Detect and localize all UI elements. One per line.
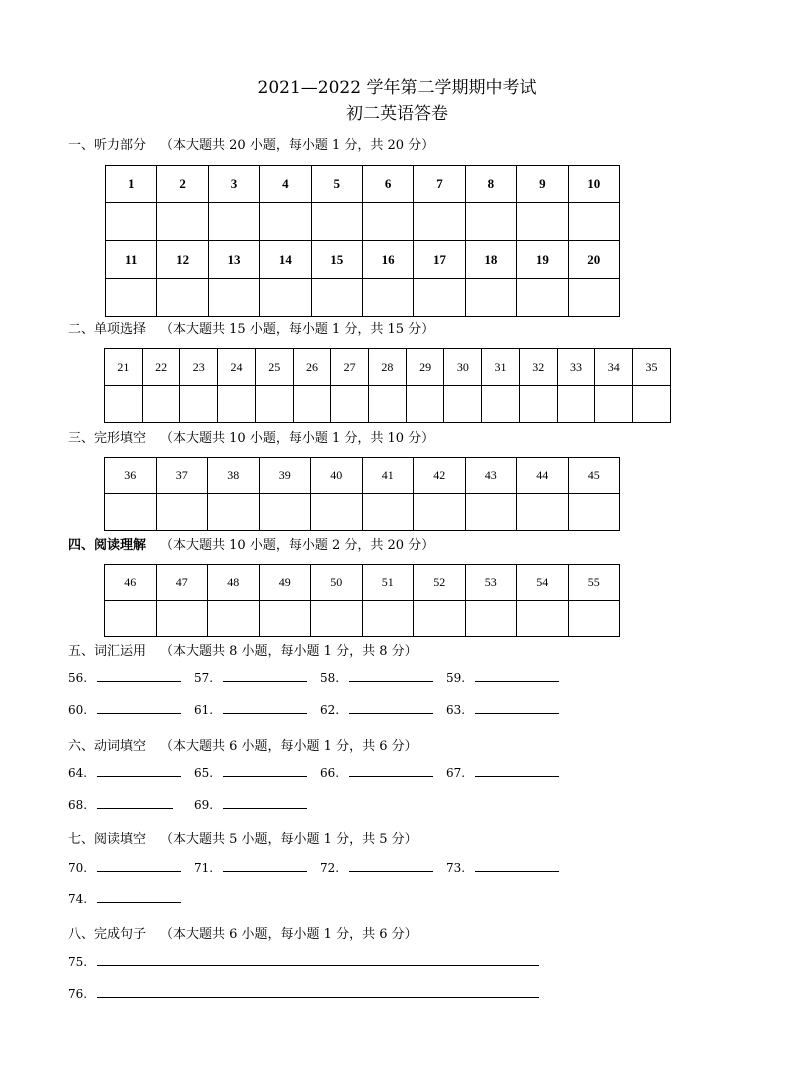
section-note: （本大题共 20 小题，每小题 1 分，共 20 分） [160, 138, 435, 153]
question-number-cell: 18 [465, 241, 516, 279]
question-number: 75. [68, 955, 88, 969]
section-note: （本大题共 6 小题，每小题 1 分，共 6 分） [160, 927, 418, 942]
answer-line[interactable] [97, 680, 181, 682]
answer-cell[interactable] [208, 494, 260, 531]
answer-cell[interactable] [331, 386, 369, 423]
fill-blank[interactable] [194, 766, 307, 780]
fill-blank[interactable] [68, 955, 539, 969]
section-name: 二、单项选择 [68, 322, 147, 337]
question-number-cell: 5 [311, 166, 362, 203]
answer-cell[interactable] [362, 203, 413, 241]
question-number-cell: 52 [414, 565, 466, 601]
answer-cell[interactable] [517, 203, 568, 241]
answer-cell[interactable] [105, 386, 143, 423]
question-number: 68. [68, 798, 88, 812]
section-name: 六、动词填空 [68, 739, 147, 754]
answer-cell[interactable] [568, 494, 620, 531]
answer-cell[interactable] [406, 386, 444, 423]
answer-line[interactable] [223, 807, 307, 809]
answer-cell[interactable] [157, 279, 208, 317]
answer-line[interactable] [349, 712, 433, 714]
question-number-cell: 50 [311, 565, 363, 601]
fill-blank[interactable] [320, 671, 433, 685]
fill-blank[interactable] [320, 703, 433, 717]
answer-cell[interactable] [414, 601, 466, 637]
question-number-cell: 24 [218, 349, 256, 386]
answer-cell[interactable] [259, 601, 311, 637]
question-number: 71. [194, 861, 214, 875]
question-number: 58. [320, 671, 340, 685]
answer-cell[interactable] [156, 601, 208, 637]
question-number: 72. [320, 861, 340, 875]
section-note: （本大题共 6 小题，每小题 1 分，共 6 分） [160, 739, 418, 754]
question-number-cell: 35 [633, 349, 671, 386]
answer-cell[interactable] [517, 494, 569, 531]
answer-cell[interactable] [311, 601, 363, 637]
section-name: 一、听力部分 [68, 138, 147, 153]
question-number-cell: 3 [208, 166, 259, 203]
question-number-cell: 23 [180, 349, 218, 386]
fill-blank[interactable] [194, 861, 307, 875]
answer-cell[interactable] [218, 386, 256, 423]
answer-cell[interactable] [362, 601, 414, 637]
answer-cell[interactable] [557, 386, 595, 423]
answer-line[interactable] [475, 870, 559, 872]
fill-blank[interactable] [446, 703, 559, 717]
section-verb-fill [68, 735, 418, 754]
section-name: 三、完形填空 [68, 431, 147, 446]
answer-cell[interactable] [311, 494, 363, 531]
question-number-cell: 55 [568, 565, 620, 601]
question-number-cell: 43 [465, 458, 517, 494]
question-number-cell: 28 [369, 349, 407, 386]
section-name: 四、阅读理解 [68, 538, 147, 553]
question-number: 65. [194, 766, 214, 780]
question-number-cell: 2 [157, 166, 208, 203]
answer-cell[interactable] [633, 386, 671, 423]
answer-cell[interactable] [517, 601, 569, 637]
question-number-cell: 49 [259, 565, 311, 601]
question-number-cell: 11 [106, 241, 157, 279]
section-reading [68, 534, 434, 553]
question-number-cell: 16 [362, 241, 413, 279]
answer-line[interactable] [475, 712, 559, 714]
answer-cell[interactable] [311, 279, 362, 317]
question-number-cell: 9 [517, 166, 568, 203]
fill-blank[interactable] [68, 671, 181, 685]
question-number: 67. [446, 766, 466, 780]
question-number-cell: 40 [311, 458, 363, 494]
answer-line[interactable] [475, 680, 559, 682]
answer-cell[interactable] [362, 279, 413, 317]
question-number-cell: 42 [414, 458, 466, 494]
question-number-cell: 44 [517, 458, 569, 494]
question-number-cell: 22 [142, 349, 180, 386]
question-number-cell: 53 [465, 565, 517, 601]
section-name: 七、阅读填空 [68, 832, 147, 847]
answer-cell[interactable] [465, 279, 516, 317]
question-number-cell: 39 [259, 458, 311, 494]
section-name: 五、词汇运用 [68, 644, 147, 659]
fill-blank[interactable] [446, 766, 559, 780]
fill-blank[interactable] [68, 703, 181, 717]
question-number-cell: 32 [519, 349, 557, 386]
question-number-cell: 51 [362, 565, 414, 601]
question-number: 64. [68, 766, 88, 780]
answer-line[interactable] [223, 680, 307, 682]
section-note: （本大题共 15 小题，每小题 1 分，共 15 分） [160, 322, 435, 337]
answer-cell[interactable] [255, 386, 293, 423]
answer-cell[interactable] [465, 203, 516, 241]
cloze-answer-table [104, 457, 620, 531]
answer-line[interactable] [97, 964, 539, 966]
answer-line[interactable] [97, 870, 181, 872]
section-single-choice [68, 318, 434, 337]
answer-line[interactable] [97, 775, 181, 777]
question-number-cell: 34 [595, 349, 633, 386]
section-reading-fill [68, 828, 418, 847]
answer-cell[interactable] [293, 386, 331, 423]
fill-blank[interactable] [320, 861, 433, 875]
section-note: （本大题共 5 小题，每小题 1 分，共 5 分） [160, 832, 418, 847]
answer-cell[interactable] [208, 601, 260, 637]
section-cloze [68, 427, 434, 446]
answer-line[interactable] [349, 680, 433, 682]
answer-cell[interactable] [444, 386, 482, 423]
fill-blank[interactable] [446, 861, 559, 875]
answer-cell[interactable] [519, 386, 557, 423]
question-number: 66. [320, 766, 340, 780]
question-number-cell: 47 [156, 565, 208, 601]
answer-cell[interactable] [260, 203, 311, 241]
section-note: （本大题共 10 小题，每小题 1 分，共 10 分） [160, 431, 435, 446]
answer-cell[interactable] [156, 494, 208, 531]
question-number-cell: 12 [157, 241, 208, 279]
section-note: （本大题共 10 小题，每小题 2 分，共 20 分） [160, 538, 435, 553]
answer-cell[interactable] [465, 601, 517, 637]
question-number: 62. [320, 703, 340, 717]
section-listening [68, 134, 434, 153]
answer-cell[interactable] [414, 494, 466, 531]
fill-blank[interactable] [68, 766, 181, 780]
answer-cell[interactable] [157, 203, 208, 241]
question-number-cell: 48 [208, 565, 260, 601]
question-number: 73. [446, 861, 466, 875]
question-number-cell: 15 [311, 241, 362, 279]
answer-line[interactable] [223, 870, 307, 872]
answer-cell[interactable] [362, 494, 414, 531]
answer-line[interactable] [223, 775, 307, 777]
listening-answer-table [105, 165, 620, 317]
answer-cell[interactable] [208, 279, 259, 317]
section-note: （本大题共 8 小题，每小题 1 分，共 8 分） [160, 644, 418, 659]
answer-cell[interactable] [595, 386, 633, 423]
question-number: 59. [446, 671, 466, 685]
fill-blank[interactable] [194, 671, 307, 685]
question-number-cell: 45 [568, 458, 620, 494]
exam-title: 2021—2022 学年第二学期期中考试 [257, 78, 537, 98]
question-number-cell: 10 [568, 166, 619, 203]
question-number-cell: 20 [568, 241, 619, 279]
question-number: 60. [68, 703, 88, 717]
question-number-cell: 8 [465, 166, 516, 203]
answer-line[interactable] [97, 807, 173, 809]
question-number: 56. [68, 671, 88, 685]
question-number: 57. [194, 671, 214, 685]
question-number-cell: 25 [255, 349, 293, 386]
question-number-cell: 26 [293, 349, 331, 386]
answer-line[interactable] [475, 775, 559, 777]
answer-cell[interactable] [311, 203, 362, 241]
fill-blank[interactable] [446, 671, 559, 685]
question-number-cell: 33 [557, 349, 595, 386]
fill-blank[interactable] [320, 766, 433, 780]
fill-blank[interactable] [194, 798, 307, 812]
answer-line[interactable] [349, 775, 433, 777]
question-number-cell: 29 [406, 349, 444, 386]
question-number-cell: 1 [106, 166, 157, 203]
answer-cell[interactable] [105, 494, 157, 531]
question-number: 70. [68, 861, 88, 875]
question-number: 69. [194, 798, 214, 812]
question-number: 74. [68, 892, 88, 906]
exam-subtitle: 初二英语答卷 [346, 104, 448, 124]
answer-cell[interactable] [414, 279, 465, 317]
fill-blank[interactable] [68, 892, 181, 906]
question-number: 61. [194, 703, 214, 717]
question-number-cell: 31 [482, 349, 520, 386]
answer-cell[interactable] [414, 203, 465, 241]
answer-cell[interactable] [180, 386, 218, 423]
question-number-cell: 41 [362, 458, 414, 494]
question-number-cell: 17 [414, 241, 465, 279]
question-number-cell: 36 [105, 458, 157, 494]
answer-cell[interactable] [465, 494, 517, 531]
question-number-cell: 30 [444, 349, 482, 386]
answer-cell[interactable] [568, 601, 620, 637]
answer-line[interactable] [349, 870, 433, 872]
answer-line[interactable] [97, 996, 539, 998]
single-choice-answer-table [104, 348, 671, 423]
question-number-cell: 38 [208, 458, 260, 494]
question-number-cell: 21 [105, 349, 143, 386]
question-number-cell: 14 [260, 241, 311, 279]
answer-cell[interactable] [105, 601, 157, 637]
fill-blank[interactable] [194, 703, 307, 717]
question-number-cell: 6 [362, 166, 413, 203]
answer-cell[interactable] [106, 203, 157, 241]
answer-cell[interactable] [517, 279, 568, 317]
answer-line[interactable] [97, 901, 181, 903]
question-number-cell: 54 [517, 565, 569, 601]
question-number-cell: 13 [208, 241, 259, 279]
question-number-cell: 19 [517, 241, 568, 279]
answer-cell[interactable] [568, 203, 619, 241]
answer-cell[interactable] [259, 494, 311, 531]
answer-cell[interactable] [208, 203, 259, 241]
answer-cell[interactable] [482, 386, 520, 423]
answer-cell[interactable] [568, 279, 619, 317]
reading-answer-table [104, 564, 620, 637]
fill-blank[interactable] [68, 798, 173, 812]
fill-blank[interactable] [68, 861, 181, 875]
answer-cell[interactable] [142, 386, 180, 423]
answer-cell[interactable] [260, 279, 311, 317]
question-number-cell: 46 [105, 565, 157, 601]
question-number: 76. [68, 987, 88, 1001]
answer-line[interactable] [97, 712, 181, 714]
question-number-cell: 27 [331, 349, 369, 386]
answer-cell[interactable] [106, 279, 157, 317]
section-name: 八、完成句子 [68, 927, 147, 942]
question-number-cell: 37 [156, 458, 208, 494]
answer-cell[interactable] [369, 386, 407, 423]
question-number-cell: 4 [260, 166, 311, 203]
section-complete-sentences [68, 923, 418, 942]
question-number-cell: 7 [414, 166, 465, 203]
answer-line[interactable] [223, 712, 307, 714]
question-number: 63. [446, 703, 466, 717]
section-vocabulary [68, 640, 418, 659]
fill-blank[interactable] [68, 987, 539, 1001]
